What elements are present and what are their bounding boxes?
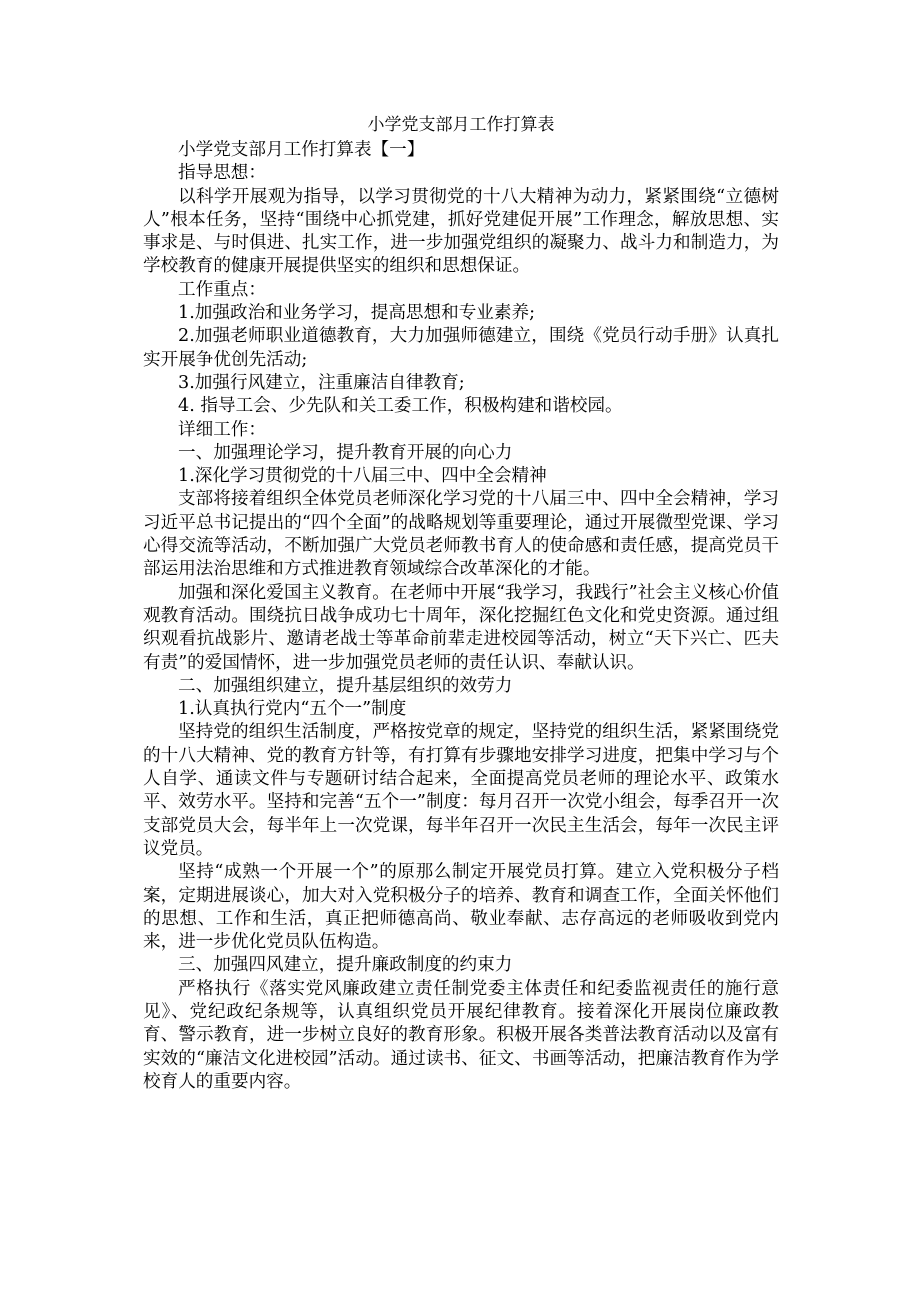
subsection-heading: 1.深化学习贯彻党的十八届三中、四中全会精神 bbox=[178, 466, 547, 487]
subtitle-paragraph: 小学党支部月工作打算表【一】 bbox=[178, 140, 425, 160]
section-heading-part-three: 三、加强四风建立，提升廉政制度的约束力 bbox=[178, 955, 513, 976]
list-item: 2.加强老师职业道德教育，大力加强师德建立，围绕《党员行动手册》认真扎实开展争优创先活动; bbox=[143, 326, 779, 370]
document-title: 小学党支部月工作打算表 bbox=[367, 115, 555, 135]
section-heading-work-focus: 工作重点： bbox=[178, 279, 266, 300]
list-item: 4. 指导工会、少先队和关工委工作，积极构建和谐校园。 bbox=[178, 396, 623, 417]
body-paragraph: 加强和深化爱国主义教育。在老师中开展“我学习，我践行”社会主义核心价值观教育活动。围绕抗日战争成功七十周年，深化挖掘红色文化和党史资源。通过组织观看抗战影片、邀请老战士等革命前辈走进校园等活动，树立“天下兴亡、匹夫有责”的爱国情怀，进一步加强党员老师的责任认识、奉献认识。 bbox=[143, 582, 779, 673]
list-item: 3.加强行风建立，注重廉洁自律教育; bbox=[178, 372, 465, 393]
section-heading-detailed-work: 详细工作： bbox=[178, 419, 266, 440]
list-item: 1.加强政治和业务学习，提高思想和专业素养; bbox=[178, 303, 535, 324]
document-page bbox=[143, 112, 779, 1094]
subsection-heading: 1.认真执行党内“五个一”制度 bbox=[178, 699, 407, 720]
body-paragraph: 以科学开展观为指导，以学习贯彻党的十八大精神为动力，紧紧围绕“立德树人”根本任务，坚持“围绕中心抓党建，抓好党建促开展”工作理念，解放思想、实事求是、与时俱进、扎实工作，进一步加强党组织的凝聚力、战斗力和制造力，为学校教育的健康开展提供坚实的组织和思想保证。 bbox=[143, 186, 779, 277]
section-heading-part-one: 一、加强理论学习，提升教育开展的向心力 bbox=[178, 442, 513, 463]
body-paragraph: 严格执行《落实党风廉政建立责任制党委主体责任和纪委监视责任的施行意见》、党纪政纪条规等，认真组织党员开展纪律教育。接着深化开展岗位廉政教育、警示教育，进一步树立良好的教育形象。积极开展各类普法教育活动以及富有实效的“廉洁文化进校园”活动。通过读书、征文、书画等活动，把廉洁教育作为学校育人的重要内容。 bbox=[143, 978, 779, 1092]
section-heading-part-two: 二、加强组织建立，提升基层组织的效劳力 bbox=[178, 675, 513, 696]
section-heading-guiding-thought: 指导思想： bbox=[178, 163, 266, 184]
body-paragraph: 坚持“成熟一个开展一个”的原那么制定开展党员打算。建立入党积极分子档案，定期进展谈心，加大对入党积极分子的培养、教育和调查工作，全面关怀他们的思想、工作和生活，真正把师德高尚、敬业奉献、志存高远的老师吸收到党内来，进一步优化党员队伍构造。 bbox=[143, 862, 779, 953]
body-paragraph: 坚持党的组织生活制度，严格按党章的规定，坚持党的组织生活，紧紧围绕党的十八大精神、党的教育方针等，有打算有步骤地安排学习进度，把集中学习与个人自学、通读文件与专题研讨结合起来，全面提高党员老师的理论水平、政策水平、效劳水平。坚持和完善“五个一”制度：每月召开一次党小组会，每季召开一次支部党员大会，每半年上一次党课，每半年召开一次民主生活会，每年一次民主评议党员。 bbox=[143, 722, 779, 859]
body-paragraph: 支部将接着组织全体党员老师深化学习党的十八届三中、四中全会精神，学习习近平总书记提出的“四个全面”的战略规划等重要理论，通过开展微型党课、学习心得交流等活动，不断加强广大党员老师教书育人的使命感和责任感，提高党员干部运用法治思维和方式推进教育领域综合改革深化的才能。 bbox=[143, 489, 779, 580]
